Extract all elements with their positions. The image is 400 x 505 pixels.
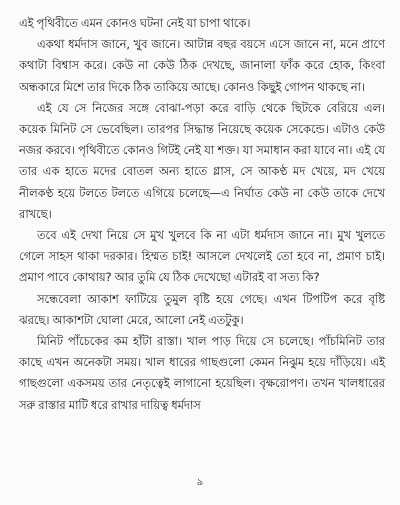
paragraph-3: এই যে সে নিজের সঙ্গে বোঝা-পড়া করে বাড়ি থেকে ছিটকে বেরিয়ে এল। কয়েক মিনিট সে ভেবেছিল। তারপর সিদ্ধান্ত নিয়েছে কয়েক সেকেন্ডে। এটাও কেউ নজর করবে। পৃথিবীতে কোনও গিটই নেই যা শক্ত। যা সমাধান করা যাবে না। এই যে তার এক হাতে মদের বোতল অন্য হাতে গ্লাস, সে আকণ্ঠ মদ খেয়ে, মদ খেয়ে নীলকণ্ঠ হয়ে টলতে টলতে এগিয়ে চলেছে—এ নির্ঘাত কেউ না কেউ তাকে দেখে রাখছে। <box>19 100 385 221</box>
paragraph-1: এই পৃথিবীতে এমন কোনও ঘটনা নেই যা চাপা থাকে। <box>19 16 251 30</box>
paragraph-4: তবে এই দেখা নিয়ে সে মুখ খুলবে কি না এটা ধর্মদাস জানে না। মুখ খুলতে গেলে সাহস থাকা দরকার। হিম্মত চাই! আসলে দেখলেই তো হবে না, প্রমাণ চাই। প্রমাণ পাবে কোথায়? আর তুমি যে ঠিক দেখেছো এটারই বা সত্য কি? <box>19 228 385 285</box>
body-text <box>19 13 385 416</box>
paragraph-6: মিনিট পাঁচেকের কম হাঁটা রাস্তা। খাল পাড় দিয়ে সে চলেছে। পাঁচমিনিট তার কাছে এখন অনেকটা সময়। খাল ধারের গাছগুলো কেমন নিঝুম হয়ে দাঁড়িয়ে। এই গাছগুলো একসময় তার নেতৃত্বেই লাগানো হয়েছিল। বৃক্ষরোপণ। তখন খালধারের সরু রাস্তার মাটি ধরে রাখার দায়িত্ব ধর্মদাস <box>19 334 385 412</box>
paragraph-2: একথা ধর্মদাস জানে, খুব জানে। আটান্ন বছর বয়সে এসে জানে না, মনে প্রাণে কথাটা বিশ্বাস করে। কেউ না কেউ ঠিক দেখছে, জানালা ফাঁক করে হোক, কিংবা অন্ধকারে মিশে তার দিকে ঠিক তাকিয়ে আছে। কোনও কিছুই গোপন থাকছে না। <box>19 37 385 94</box>
page-number: ৯ <box>196 477 204 488</box>
paragraph-5: সন্ধেবেলা আকাশ ফাটিয়ে তুমুল বৃষ্টি হয়ে গেছে। এখন টিপটিপ করে বৃষ্টি ঝরছে। আকাশটা ঘোলা মেরে, আলো নেই এতটুকু। <box>19 291 385 327</box>
